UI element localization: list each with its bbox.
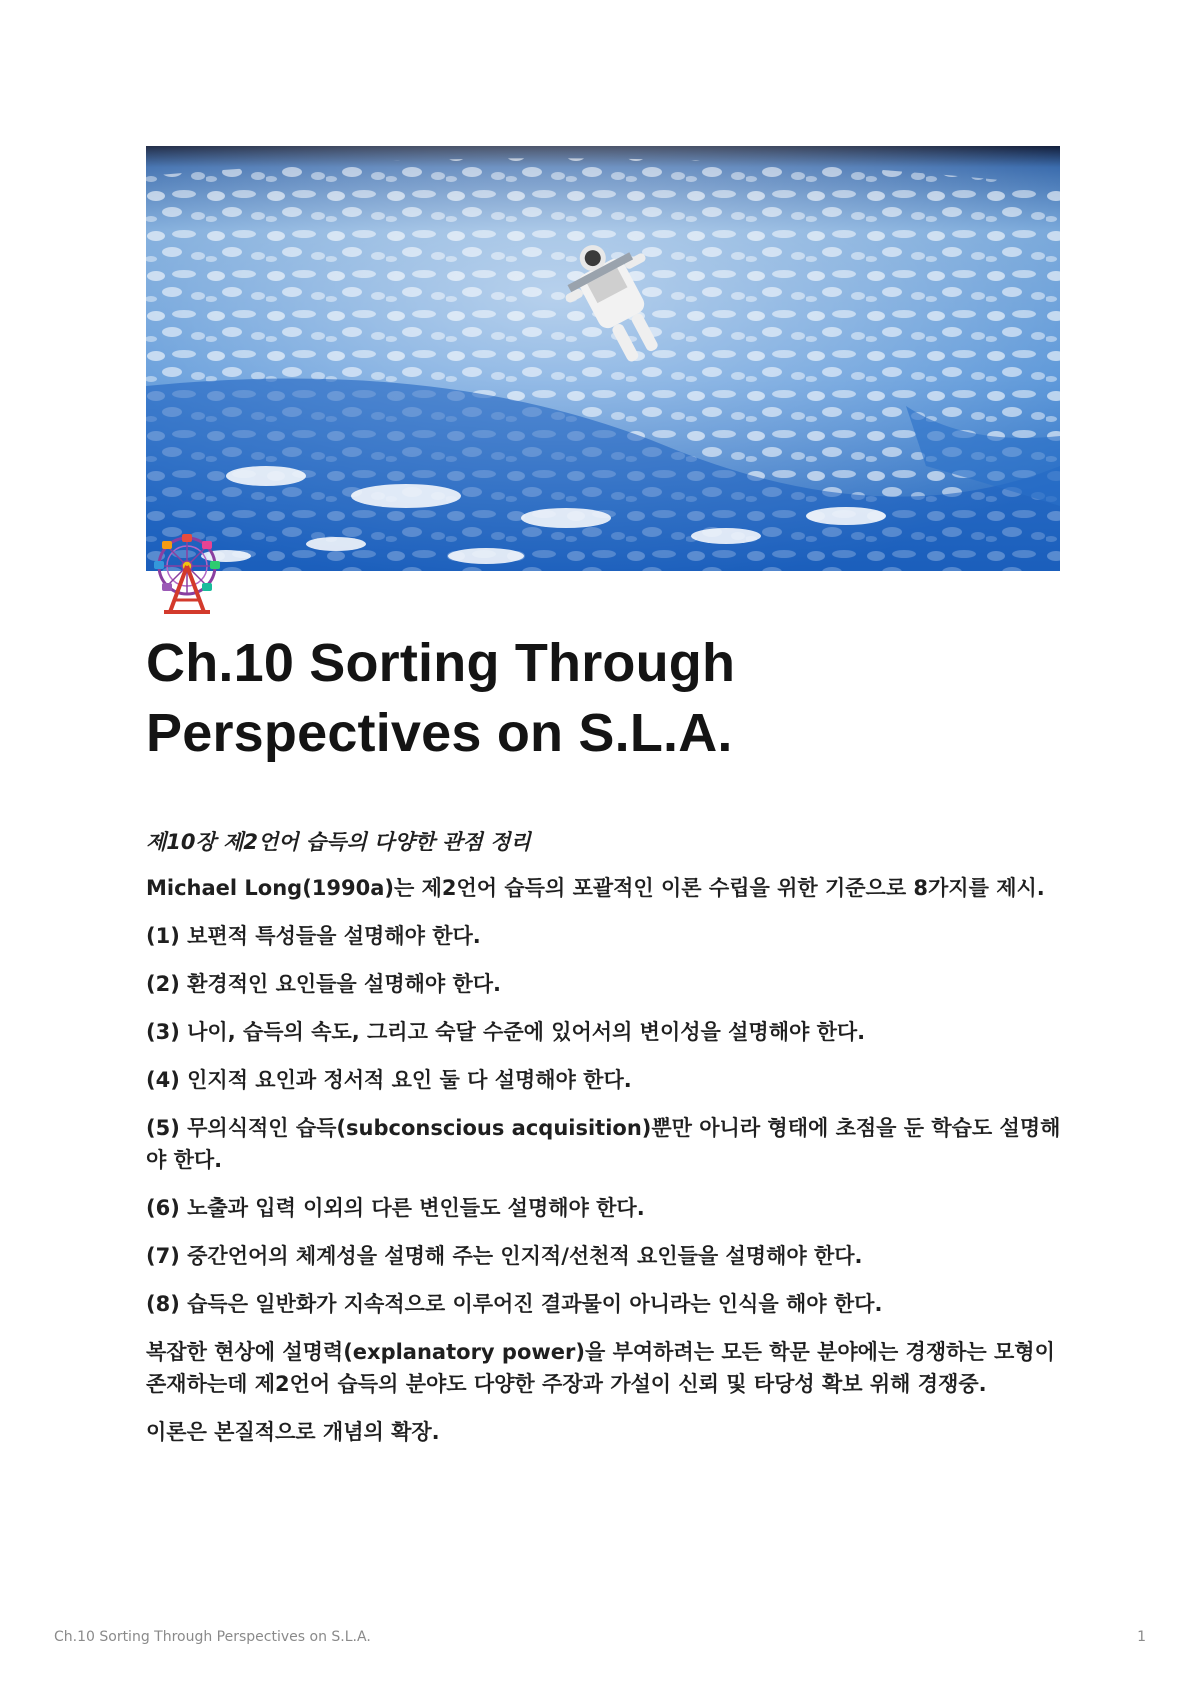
criterion-item: (1) 보편적 특성들을 설명해야 한다. (146, 924, 481, 948)
chapter-subtitle: 제10장 제2언어 습득의 다양한 관점 정리 (146, 830, 531, 854)
footer-page-number: 1 (1137, 1629, 1146, 1645)
criterion-item: (7) 중간언어의 체계성을 설명해 주는 인지적/선천적 요인들을 설명해야 한다. (146, 1244, 863, 1268)
footer-doc-title: Ch.10 Sorting Through Perspectives on S.L.A. (54, 1629, 371, 1645)
criterion-item: (2) 환경적인 요인들을 설명해야 한다. (146, 972, 502, 996)
intro-paragraph: Michael Long(1990a)는 제2언어 습득의 포괄적인 이론 수립을 위한 기준으로 8가지를 제시. (146, 876, 1045, 900)
criterion-item: (5) 무의식적인 습득(subconscious acquisition)뿐만 아니라 형태에 초점을 둔 학습도 설명해야 한다. (146, 1116, 1061, 1172)
document-body (146, 826, 1066, 1464)
criterion-item: (4) 인지적 요인과 정서적 요인 둘 다 설명해야 한다. (146, 1068, 632, 1092)
criterion-item: (8) 습득은 일반화가 지속적으로 이루어진 결과물이 아니라는 인식을 해야 한다. (146, 1292, 883, 1316)
title-line-1: Ch.10 Sorting Through (146, 633, 736, 693)
cover-image (146, 146, 1060, 571)
astronaut-over-earth-photo (146, 146, 1060, 571)
criterion-item: (6) 노출과 입력 이외의 다른 변인들도 설명해야 한다. (146, 1196, 645, 1220)
page-title (146, 628, 1066, 768)
criterion-item: (3) 나이, 습득의 속도, 그리고 숙달 수준에 있어서의 변이성을 설명해야 한다. (146, 1020, 866, 1044)
competing-models-paragraph: 복잡한 현상에 설명력(explanatory power)을 부여하려는 모든 학문 분야에는 경쟁하는 모형이 존재하는데 제2언어 습득의 분야도 다양한 주장과 가설이 신뢰 및 타당성 확보 위해 경쟁중. (146, 1340, 1055, 1396)
title-line-2: Perspectives on S.L.A. (146, 703, 733, 763)
theory-paragraph: 이론은 본질적으로 개념의 확장. (146, 1420, 440, 1444)
ferris-wheel-icon (146, 532, 228, 614)
